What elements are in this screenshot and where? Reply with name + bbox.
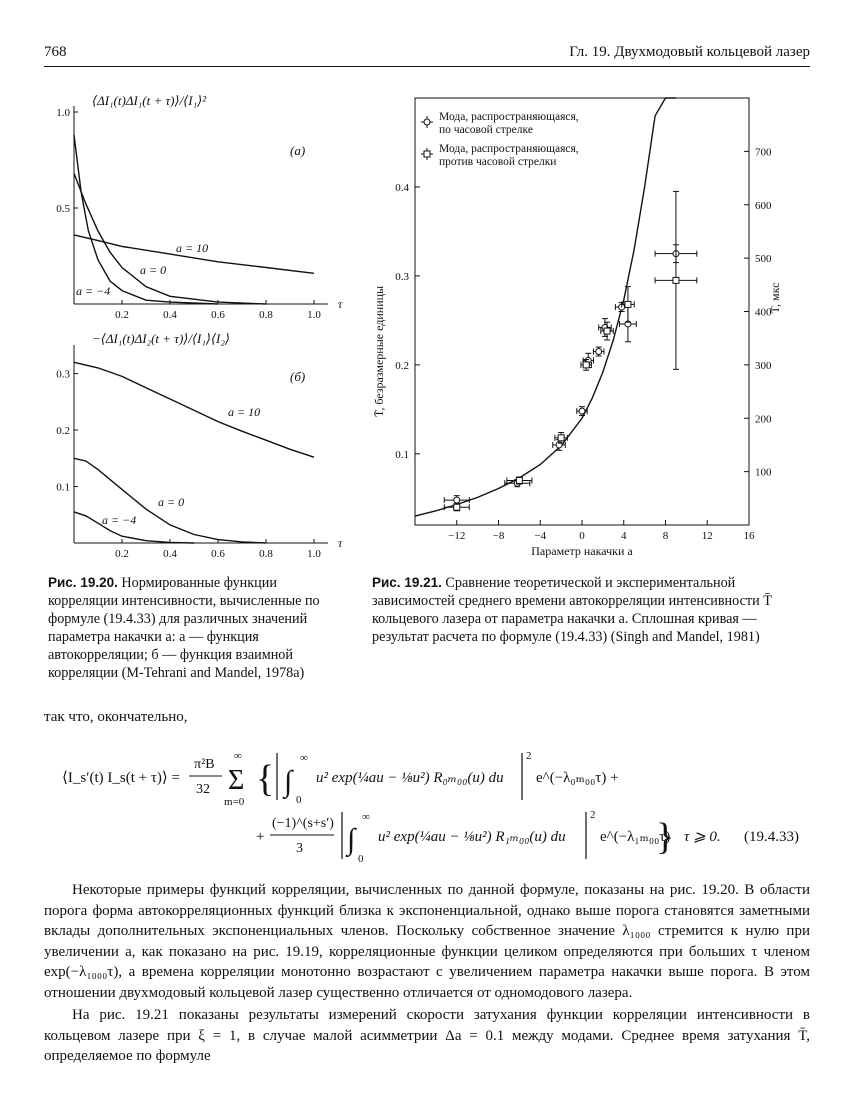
eq-lhs: ⟨I_s′(t) I_s(t + τ)⟩ = bbox=[62, 770, 180, 786]
fig21-caption-label: Рис. 19.21. bbox=[372, 575, 442, 590]
fig21-plot bbox=[372, 98, 782, 558]
eq-sign-den: 3 bbox=[296, 841, 303, 856]
fig20b-x-tick-label: 0.6 bbox=[211, 548, 225, 560]
fig20b-series-0 bbox=[74, 362, 314, 457]
figure-19-20a bbox=[40, 85, 370, 320]
fig21-y-tick-label: 0.1 bbox=[395, 448, 409, 461]
eq-int2-upper: ∞ bbox=[362, 811, 370, 823]
fig21-point-counterclockwise bbox=[454, 504, 460, 510]
fig20-caption-label: Рис. 19.20. bbox=[48, 575, 118, 590]
fig20-caption bbox=[48, 574, 348, 682]
eq-brace-open: { bbox=[256, 758, 275, 800]
fig21-legend-marker-circle bbox=[424, 119, 430, 125]
eq-prefactor-den: 32 bbox=[196, 782, 210, 797]
fig21-y2-tick-label: 600 bbox=[755, 199, 772, 212]
fig20a-ylabel: ⟨ΔI₁(t)ΔI₁(t + τ)⟩/⟨I₁⟩² bbox=[92, 93, 207, 108]
fig21-y-label: T̄, безразмерные единицы bbox=[372, 285, 386, 418]
fig21-point-clockwise bbox=[454, 497, 460, 503]
fig21-x-tick-label: 4 bbox=[621, 530, 627, 542]
eq-brace-close: } bbox=[656, 816, 675, 858]
eq-plus-sign: + bbox=[256, 829, 265, 845]
eq-term2-integrand: u² exp(¼au − ⅛u²) R₁ₘ₀₀(u) du bbox=[378, 829, 566, 845]
figure-19-20b bbox=[40, 323, 370, 563]
fig21-point-clockwise bbox=[596, 349, 602, 355]
fig21-caption bbox=[372, 574, 812, 646]
fig21-y2-label: T̄, мкс bbox=[768, 282, 782, 314]
fig20b-x-label: τ bbox=[338, 536, 343, 550]
fig21-caption-text: Сравнение теоретической и экспериментальной зависимостей среднего времени автокорреляции интенсивности T̄ кольцевого лазера от параметра накачки a. Сплошная кривая — результат расчета по формуле (19.4.33) (Singh and Mandel, 1981) bbox=[372, 575, 772, 645]
fig21-x-tick-label: 0 bbox=[579, 530, 585, 542]
fig20a-x-tick-label: 0.8 bbox=[259, 309, 273, 320]
fig21-y2-tick-label: 700 bbox=[755, 146, 772, 159]
eq-integral-2: ∫ bbox=[347, 823, 356, 856]
figure-19-21 bbox=[365, 88, 805, 563]
eq-term1-exp: e^(−λ₀ₘ₀₀τ) + bbox=[536, 770, 619, 786]
fig20b-x-tick-label: 0.2 bbox=[115, 548, 129, 560]
fig20a-x-tick-label: 0.4 bbox=[163, 309, 177, 320]
fig21-x-tick-label: 8 bbox=[662, 530, 669, 542]
fig20b-y-tick-label: 0.1 bbox=[56, 481, 70, 494]
eq-term1-power: 2 bbox=[526, 750, 532, 762]
eq-term1-integrand: u² exp(¼au − ⅛u²) R₀ₘ₀₀(u) du bbox=[316, 770, 504, 786]
eq-sum-upper: ∞ bbox=[234, 750, 242, 762]
fig20-caption-text: Нормированные функции корреляции интенсивности, вычисленные по формуле (19.4.33) для различных значений параметра накачки a: а — функция автокорреляции; б — функция взаимной корреляции (M-Tehrani and Mandel, 1978a) bbox=[48, 575, 320, 681]
fig20b-series-label-0: a = 10 bbox=[228, 405, 261, 419]
eq-integral-1: ∫ bbox=[284, 765, 293, 798]
fig21-point-counterclockwise bbox=[583, 362, 589, 368]
eq-number: (19.4.33) bbox=[744, 829, 799, 845]
fig20a-y-tick-label: 0.5 bbox=[56, 203, 70, 215]
eq-sum-lower: m=0 bbox=[224, 796, 245, 808]
fig21-legend-label-clockwise: Мода, распространяющаяся, bbox=[439, 111, 579, 123]
fig21-legend-label-counterclockwise: Мода, распространяющаяся, bbox=[439, 143, 579, 155]
paragraph-1: Некоторые примеры функций корреляции, вычисленных по данной формуле, показаны на рис. 19.20. В области порога форма автокорреляционных функций близка к экспоненциальной, однако выше порога становятся заметными вклады дополнительных экспоненциальных членов. Поскольку собственное значение λ₁₀₀₀ стремится к нулю при увеличении a, как показано на рис. 19.19, корреляционные функции целиком определяются при больших τ членом exp(−λ₁₀₀₀τ), а времена корреляции монотонно возрастают с увеличением параметра накачки выше порога. В этом отношении двухмодовый кольцевой лазер существенно отличается от одномодового лазера. bbox=[44, 882, 810, 1001]
fig20a-x-tick-label: 1.0 bbox=[307, 309, 321, 320]
fig20a-panel-label: (а) bbox=[290, 143, 306, 158]
fig20a-series-label-1: a = 0 bbox=[140, 263, 167, 277]
fig21-x-tick-label: −4 bbox=[534, 530, 547, 542]
page-number: 768 bbox=[44, 44, 67, 60]
fig21-y-tick-label: 0.4 bbox=[395, 181, 409, 194]
eq-prefactor-num: π²B bbox=[194, 757, 215, 772]
fig20b-series-label-2: a = −4 bbox=[102, 513, 137, 527]
fig21-x-label: Параметр накачки a bbox=[531, 544, 633, 558]
fig20a-series-2 bbox=[74, 135, 218, 304]
fig20a-series-label-0: a = 10 bbox=[176, 241, 209, 255]
fig21-y2-tick-label: 100 bbox=[755, 466, 772, 479]
fig20b-x-tick-label: 0.4 bbox=[163, 548, 177, 560]
eq-int2-lower: 0 bbox=[358, 853, 364, 865]
fig20b-panel-label: (б) bbox=[290, 369, 306, 384]
lead-in: так что, окончательно, bbox=[44, 709, 188, 725]
fig21-legend-label-counterclockwise: против часовой стрелки bbox=[439, 156, 557, 168]
fig21-point-counterclockwise bbox=[516, 478, 522, 484]
eq-int1-upper: ∞ bbox=[300, 752, 308, 764]
eq-sign-num: (−1)^(s+s′) bbox=[272, 816, 334, 831]
fig21-point-clockwise bbox=[579, 408, 585, 414]
fig20a-plot bbox=[56, 106, 343, 320]
fig21-x-tick-label: 16 bbox=[743, 530, 755, 542]
fig20b-y-tick-label: 0.2 bbox=[56, 425, 70, 438]
fig21-point-counterclockwise bbox=[558, 435, 564, 441]
eq-sum-sign: Σ bbox=[228, 765, 245, 796]
eq-condition: τ ⩾ 0. bbox=[684, 829, 721, 845]
fig21-legend-marker-square bbox=[424, 151, 430, 157]
fig21-x-tick-label: −12 bbox=[448, 530, 466, 542]
fig20a-y-tick-label: 1.0 bbox=[56, 107, 70, 119]
fig21-point-counterclockwise bbox=[625, 301, 631, 307]
fig21-x-tick-label: −8 bbox=[492, 530, 505, 542]
fig21-legend-label-clockwise: по часовой стрелке bbox=[439, 124, 533, 136]
fig20b-ylabel: −⟨ΔI₁(t)ΔI₂(t + τ)⟩/⟨I₁⟩⟨I₂⟩ bbox=[92, 331, 230, 346]
fig20a-x-tick-label: 0.6 bbox=[211, 309, 225, 320]
paragraph-2: На рис. 19.21 показаны результаты измерений скорости затухания функции корреляции интенсивности в кольцевом лазере при ξ = 1, в случае малой асимметрии Δa = 0.1 между модами. Среднее время затухания T̄, определяемое по формуле bbox=[44, 1007, 810, 1064]
fig21-point-counterclockwise bbox=[673, 277, 679, 283]
fig21-y-tick-label: 0.3 bbox=[395, 270, 409, 283]
fig21-x-tick-label: 12 bbox=[701, 530, 713, 542]
fig20b-series-label-1: a = 0 bbox=[158, 495, 185, 509]
fig21-y2-tick-label: 300 bbox=[755, 359, 772, 372]
fig20a-x-tick-label: 0.2 bbox=[115, 309, 129, 320]
equation-19-4-33 bbox=[44, 745, 814, 870]
fig20b-x-tick-label: 1.0 bbox=[307, 548, 321, 560]
running-header bbox=[44, 40, 810, 67]
chapter-title: Гл. 19. Двухмодовый кольцевой лазер bbox=[569, 44, 810, 60]
fig20b-y-tick-label: 0.3 bbox=[56, 368, 70, 381]
fig20a-x-label: τ bbox=[338, 297, 343, 311]
eq-int1-lower: 0 bbox=[296, 794, 302, 806]
fig21-y2-tick-label: 500 bbox=[755, 253, 772, 266]
eq-term2-power: 2 bbox=[590, 809, 596, 821]
fig20b-x-tick-label: 0.8 bbox=[259, 548, 273, 560]
eq-term2-exp: e^(−λ₁ₘ₀₀τ) bbox=[600, 829, 671, 845]
fig21-y2-tick-label: 200 bbox=[755, 413, 772, 426]
fig20a-series-label-2: a = −4 bbox=[76, 284, 111, 298]
fig21-point-counterclockwise bbox=[604, 328, 610, 334]
fig21-y-tick-label: 0.2 bbox=[395, 359, 409, 372]
fig21-y2-tick-label: 400 bbox=[755, 306, 772, 319]
